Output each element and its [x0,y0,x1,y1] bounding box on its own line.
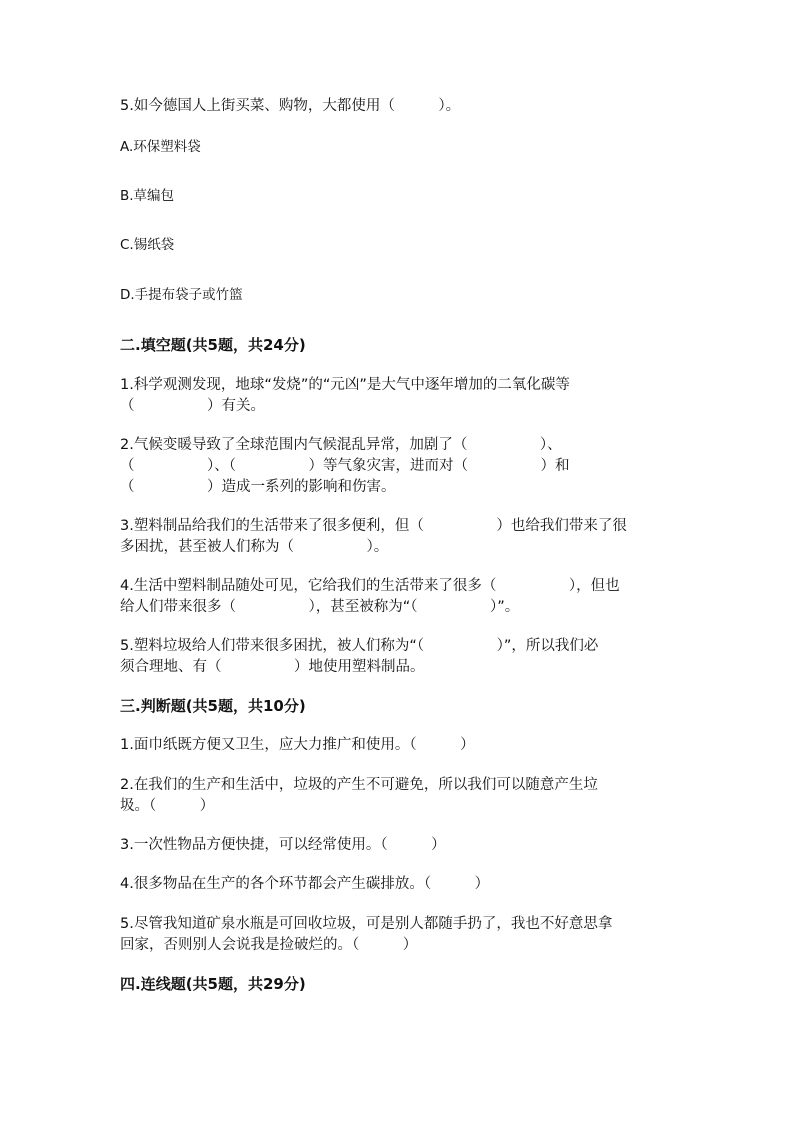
fill-question-1-line-2: （ ）有关。 [120,398,265,414]
fill-question-3-line-2: 多困扰，甚至被人们称为（ ）。 [120,539,389,555]
option-a: A.环保塑料袋 [120,139,201,155]
option-b: B.草编包 [120,188,175,204]
fill-question-2-line-3: （ ）造成一系列的影响和伤害。 [120,479,396,495]
judge-question-3: 3.一次性物品方便快捷，可以经常使用。（ ） [120,837,446,853]
fill-question-5-line-2: 须合理地、有（ ）地使用塑料制品。 [120,659,425,675]
judge-question-5-line-2: 回家，否则别人会说我是捡破烂的。（ ） [120,937,418,953]
judge-question-2-line-2: 圾。（ ） [120,798,215,814]
option-c: C.锡纸袋 [120,237,175,253]
judge-question-2-line-1: 2.在我们的生产和生活中，垃圾的产生不可避免，所以我们可以随意产生垃 [120,777,598,793]
option-d: D.手提布袋子或竹篮 [120,287,243,303]
fill-question-2-line-1: 2.气候变暖导致了全球范围内气候混乱异常，加剧了（ ）、 [120,437,562,453]
section-heading-fill-in: 二.填空题(共5题，共24分) [120,336,306,354]
judge-question-1: 1.面巾纸既方便又卫生，应大力推广和使用。（ ） [120,737,475,753]
fill-question-2-line-2: （ ）、（ ）等气象灾害，进而对（ ）和 [120,458,570,474]
fill-question-1-line-1: 1.科学观测发现，地球“发烧”的“元凶”是大气中逐年增加的二氧化碳等 [120,377,570,393]
judge-question-4: 4.很多物品在生产的各个环节都会产生碳排放。（ ） [120,876,490,892]
fill-question-5-line-1: 5.塑料垃圾给人们带来很多困扰，被人们称为“（ ）”，所以我们必 [120,638,599,654]
fill-question-4-line-1: 4.生活中塑料制品随处可见，它给我们的生活带来了很多（ ），但也 [120,578,620,594]
question-5-stem: 5.如今德国人上街买菜、购物，大都使用（ ）。 [120,98,461,114]
judge-question-5-line-1: 5.尽管我知道矿泉水瓶是可回收垃圾，可是别人都随手扔了，我也不好意思拿 [120,916,613,932]
fill-question-4-line-2: 给人们带来很多（ ），甚至被称为“（ ）”。 [120,599,520,615]
fill-question-3-line-1: 3.塑料制品给我们的生活带来了很多便利，但（ ）也给我们带来了很 [120,518,627,534]
section-heading-matching: 四.连线题(共5题，共29分) [120,975,306,993]
section-heading-true-false: 三.判断题(共5题，共10分) [120,697,306,715]
